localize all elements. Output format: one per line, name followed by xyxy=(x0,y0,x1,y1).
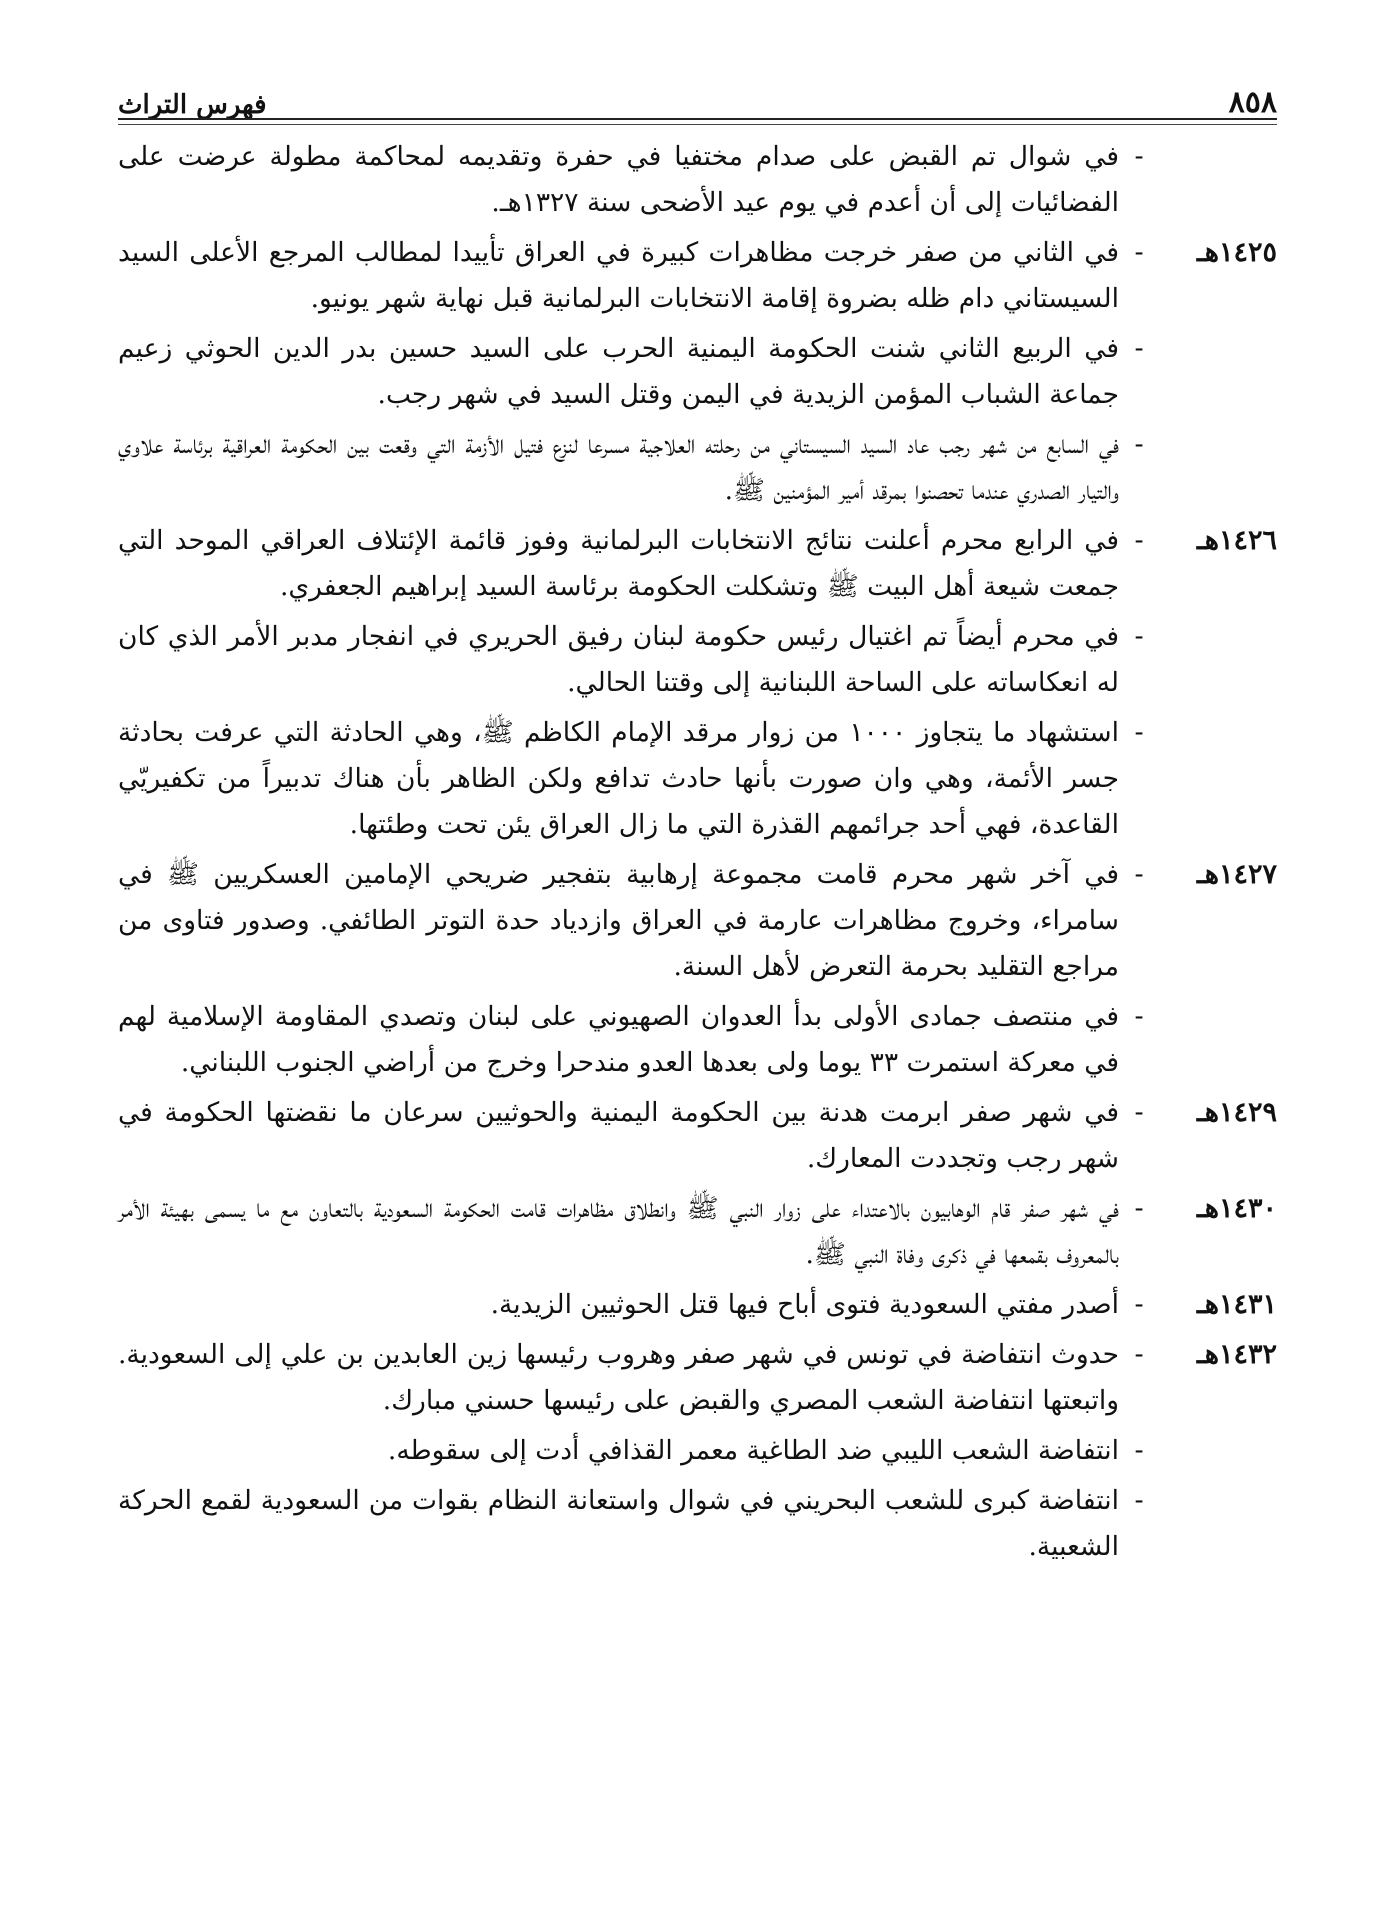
chronology-entry xyxy=(118,134,1277,226)
header-rule xyxy=(118,118,1277,120)
entry-text: في شهر صفر ابرمت هدنة بين الحكومة اليمنية والحوثيين سرعان ما نقضتها الحكومة في شهر رجب وتجددت المعارك. xyxy=(118,1097,1119,1174)
entry-text: انتفاضة الشعب الليبي ضد الطاغية معمر القذافي أدت إلى سقوطه. xyxy=(387,1435,1119,1466)
entry-dash: - xyxy=(1134,141,1144,172)
chronology-entry xyxy=(118,230,1277,322)
entry-text: في السابع من شهر رجب عاد السيد السيستاني من رحلته العلاجية مسرعا لنزع فتيل الأزمة التي وقعت بين الحكومة العراقية برئاسة علاوي والتيار الصدري عندما تحصنوا بمرقد أمير المؤمنين ﷺ. xyxy=(118,429,1119,506)
chronology-entry xyxy=(118,614,1277,706)
entry-dash: - xyxy=(1134,1339,1144,1370)
entry-dash: - xyxy=(1134,1097,1144,1128)
entry-text: في الرابع محرم أعلنت نتائج الانتخابات البرلمانية وفوز قائمة الإئتلاف العراقي الموحد التي جمعت شيعة أهل البيت ﷺ وتشكلت الحكومة برئاسة السيد إبراهيم الجعفري. xyxy=(118,525,1119,602)
running-title: فهرس التراث xyxy=(118,90,267,120)
entry-year: ١٤٢٥هـ xyxy=(1196,237,1277,268)
chronology-entry xyxy=(118,326,1277,418)
entry-dash: - xyxy=(1134,525,1144,556)
entry-text: انتفاضة كبرى للشعب البحريني في شوال واستعانة النظام بقوات من السعودية لقمع الحركة الشعبية. xyxy=(118,1485,1119,1562)
chronology-entry xyxy=(118,518,1277,610)
entry-text: في محرم أيضاً تم اغتيال رئيس حكومة لبنان رفيق الحريري في انفجار مدبر الأمر الذي كان له انعكاساته على الساحة اللبنانية إلى وقتنا الحالي. xyxy=(118,621,1119,698)
chronology-entry xyxy=(118,1478,1277,1570)
chronology-list xyxy=(118,134,1277,1574)
entry-year: ١٤٣٢هـ xyxy=(1196,1339,1277,1370)
entry-text: في الربيع الثاني شنت الحكومة اليمنية الحرب على السيد حسين بدر الدين الحوثي زعيم جماعة الشباب المؤمن الزيدية في اليمن وقتل السيد في شهر رجب. xyxy=(118,333,1119,410)
entry-dash: - xyxy=(1134,859,1144,890)
entry-year: ١٤٢٧هـ xyxy=(1196,859,1277,890)
entry-year: ١٤٢٦هـ xyxy=(1196,525,1277,556)
entry-text: في منتصف جمادى الأولى بدأ العدوان الصهيوني على لبنان وتصدي المقاومة الإسلامية لهم في معركة استمرت ٣٣ يوما ولى بعدها العدو مندحرا وخرج من أراضي الجنوب اللبناني. xyxy=(118,1001,1119,1078)
entry-dash: - xyxy=(1134,429,1144,460)
entry-dash: - xyxy=(1134,237,1144,268)
entry-text: حدوث انتفاضة في تونس في شهر صفر وهروب رئيسها زين العابدين بن علي إلى السعودية. واتبعتها انتفاضة الشعب المصري والقبض على رئيسها حسني مبارك. xyxy=(118,1339,1119,1416)
chronology-entry xyxy=(118,1282,1277,1328)
entry-dash: - xyxy=(1134,1485,1144,1516)
chronology-entry xyxy=(118,1090,1277,1182)
entry-text: في شهر صفر قام الوهابيون بالاعتداء على زوار النبي ﷺ وانطلاق مظاهرات قامت الحكومة السعودية بالتعاون مع ما يسمى بهيئة الأمر بالمعروف بقمعها في ذكرى وفاة النبي ﷺ. xyxy=(118,1193,1119,1270)
entry-year: ١٤٢٩هـ xyxy=(1196,1097,1277,1128)
chronology-entry xyxy=(118,994,1277,1086)
page-number: ٨٥٨ xyxy=(1228,85,1277,120)
chronology-entry xyxy=(118,1186,1277,1278)
entry-text: في الثاني من صفر خرجت مظاهرات كبيرة في العراق تأييدا لمطالب المرجع الأعلى السيد السيستاني دام ظله بضروة إقامة الانتخابات البرلمانية قبل نهاية شهر يونيو. xyxy=(118,237,1119,314)
entry-text: استشهاد ما يتجاوز ١٠٠٠ من زوار مرقد الإمام الكاظم ﷺ، وهي الحادثة التي عرفت بحادثة جسر الأئمة، وهي وان صورت بأنها حادث تدافع ولكن الظاهر بأن هناك تدبيراً من تكفيريّي القاعدة، فهي أحد جرائمهم القذرة التي ما زال العراق يئن تحت وطئتها. xyxy=(118,717,1119,840)
page-header xyxy=(118,72,1277,118)
chronology-entry xyxy=(118,710,1277,848)
header-rule-thin xyxy=(118,124,1277,125)
entry-dash: - xyxy=(1134,1001,1144,1032)
entry-dash: - xyxy=(1134,717,1144,748)
entry-dash: - xyxy=(1134,333,1144,364)
entry-dash: - xyxy=(1134,621,1144,652)
entry-dash: - xyxy=(1134,1435,1144,1466)
chronology-entry xyxy=(118,1428,1277,1474)
entry-text: في آخر شهر محرم قامت مجموعة إرهابية بتفجير ضريحي الإمامين العسكريين ﷺ في سامراء، وخروج مظاهرات عارمة في العراق وازدياد حدة التوتر الطائفي. وصدور فتاوى من مراجع التقليد بحرمة التعرض لأهل السنة. xyxy=(118,859,1119,982)
chronology-entry xyxy=(118,422,1277,514)
entry-dash: - xyxy=(1134,1289,1144,1320)
entry-text: أصدر مفتي السعودية فتوى أباح فيها قتل الحوثيين الزيدية. xyxy=(490,1289,1119,1320)
chronology-entry xyxy=(118,1332,1277,1424)
entry-year: ١٤٣١هـ xyxy=(1196,1289,1277,1320)
entry-dash: - xyxy=(1134,1193,1144,1224)
chronology-entry xyxy=(118,852,1277,990)
entry-year: ١٤٣٠هـ xyxy=(1196,1193,1277,1224)
entry-text: في شوال تم القبض على صدام مختفيا في حفرة وتقديمه لمحاكمة مطولة عرضت على الفضائيات إلى أن أعدم في يوم عيد الأضحى سنة ١٣٢٧هـ. xyxy=(118,141,1119,218)
